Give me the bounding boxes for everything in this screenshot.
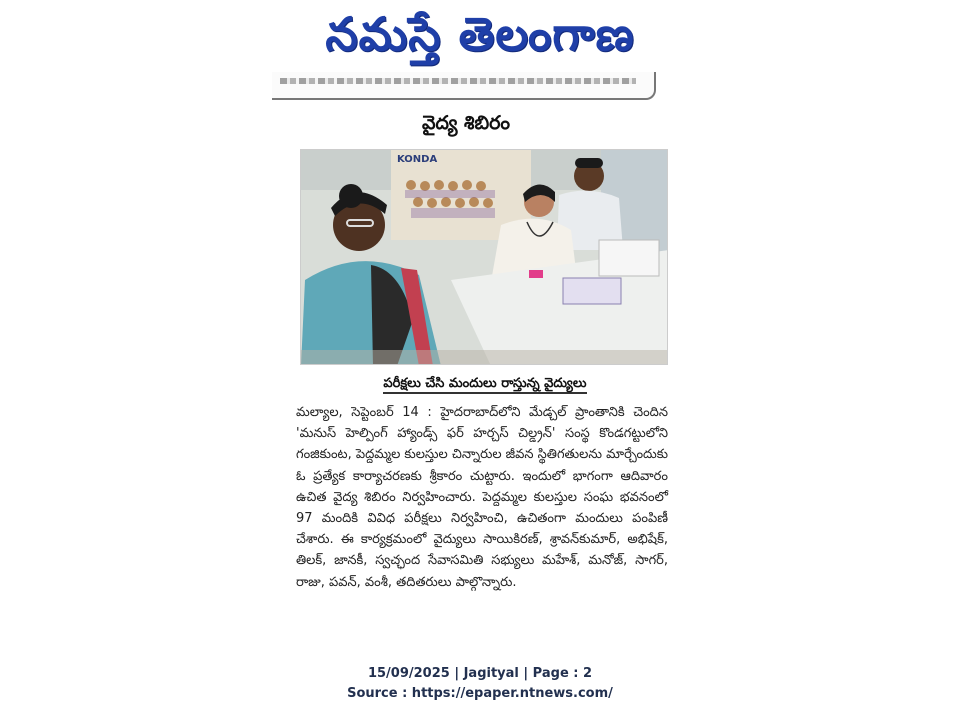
source-url: Source : https://epaper.ntnews.com/ <box>347 686 613 701</box>
medical-camp-photo <box>300 149 668 365</box>
newspaper-masthead: నమస్తే తెలంగాణ <box>325 7 635 61</box>
photo-caption-wrap <box>365 372 605 394</box>
photo-caption: పరీక్షలు చేసి మందులు రాస్తున్న వైద్యులు <box>383 376 586 394</box>
date-location-page: 15/09/2025 | Jagityal | Page : 2 <box>367 666 593 681</box>
glucose-meter <box>529 270 543 278</box>
medicine-box <box>563 278 621 304</box>
previous-article-strip <box>272 72 656 100</box>
cropped-text-line <box>280 78 636 84</box>
photo-illustration <box>301 150 668 365</box>
news-clipping <box>272 72 668 642</box>
article-body: మల్యాల, సెప్టెంబర్ 14 : హైదరాబాద్‌లోని మేడ్చల్ ప్రాంతానికి చెందిన 'మనుస్ హెల్పింగ్ హ్యాండ్స్ ఫర్ హర్చస్ చిల్డ్రన్' సంస్థ కొండగట్టులోని గంజికుంట, పెద్దమ్మల కులస్తుల చిన్నారుల జీవన స్థితిగతులను మార్చేందుకు ఓ ప్రత్యేక కార్యాచరణకు శ్రీకారం చుట్టారు. ఇందులో భాగంగా ఆదివారం ఉచిత వైద్య శిబిరం నిర్వహించారు. పెద్దమ్మల కులస్తుల సంఘ భవనంలో 97 మందికి వివిధ పరీక్షలు నిర్వహించి, ఉచితంగా మందులు పంపిణీ చేశారు. ఈ కార్యక్రమంలో వైద్యులు సాయికిరణ్, శ్రావన్‌కుమార్, అభిషేక్, తిలక్, జానకీ, స్వచ్ఛంద సేవాసమితి సభ్యులు మహేశ్, మనోజ్, సాగర్, రాజు, పవన్, వంశీ, తదితరులు పాల్గొన్నారు. <box>296 405 668 590</box>
banner-text: KONDA <box>397 154 438 165</box>
source-footer <box>0 664 960 704</box>
article-headline: వైద్య శిబిరం <box>421 112 511 134</box>
